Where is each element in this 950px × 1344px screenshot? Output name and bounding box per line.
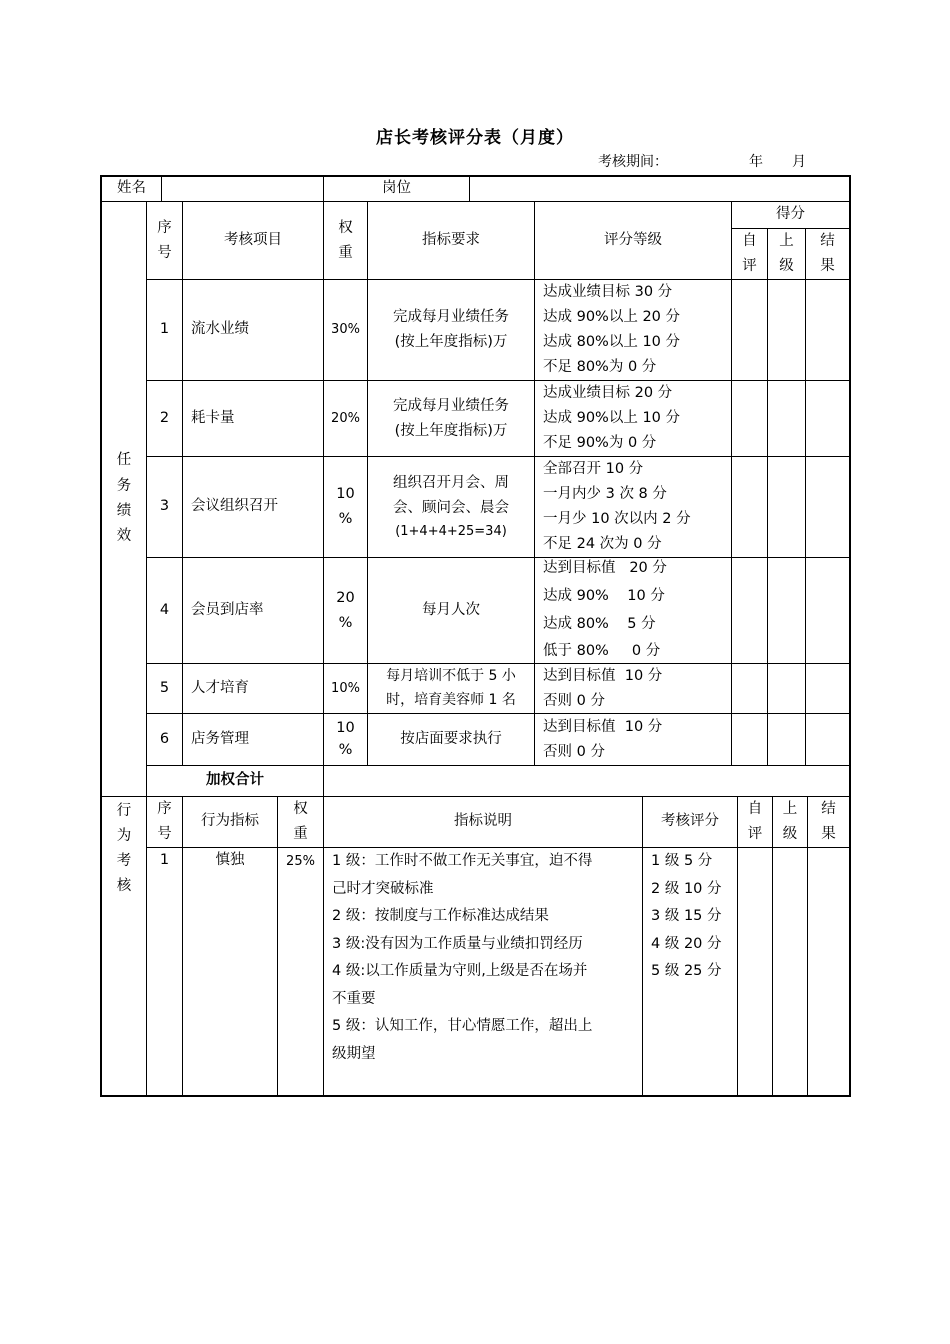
task-row-6-seq: 6 [159, 730, 170, 747]
task-row-1-item: 流水业绩 [191, 321, 249, 338]
task-row-3-weight: 10 % [336, 486, 355, 527]
behavior-result-cell[interactable] [808, 848, 849, 1095]
behavior-header-indicator: 行为指标 [201, 813, 259, 830]
task-row-5-seq: 5 [159, 679, 170, 696]
behavior-row-1-indicator: 慎独 [215, 852, 245, 868]
task-row-1-requirement: 完成每月业绩任务 (按上年度指标)万 [393, 309, 509, 350]
task-row-2-seq: 2 [159, 409, 170, 426]
task-row-4-item: 会员到店率 [191, 601, 264, 618]
task-row-5-grading: 达到目标值 10 分 否则 0 分 [543, 667, 663, 709]
task-row-6-weight: 10 % [336, 719, 355, 758]
task-row-3-seq: 3 [159, 498, 170, 515]
task-row-1-seq: 1 [159, 321, 170, 338]
score-self-cell[interactable] [732, 280, 767, 380]
task-row-1-weight: 30% [331, 322, 360, 338]
header-self: 自 评 [742, 233, 757, 274]
header-seq: 序 号 [157, 219, 172, 261]
header-grading: 评分等级 [604, 231, 662, 248]
period-month: 月 [792, 154, 806, 170]
behavior-row-1-description: 1 级：工作时不做工作无关事宜，迫不得 己时才突破标准 2 级：按制度与工作标准达成结果 3 级:没有因为工作质量与业绩扣罚经历 4 级:以工作质量为守则,上级是否在场并 不重要 5 级：认知工作，甘心情愿工作，超出上 级期望 [332, 853, 593, 1062]
behavior-row-1-rating: 1 级 5 分 2 级 10 分 3 级 15 分 4 级 20 分 5 级 25 分 [651, 853, 722, 980]
task-row-1-grading: 达成业绩目标 30 分 达成 90%以上 20 分 达成 80%以上 10 分 不足 80%为 0 分 [543, 284, 681, 375]
task-row-6-requirement: 按店面要求执行 [400, 731, 502, 748]
name-label: 姓名 [117, 179, 146, 196]
task-row-4-requirement: 每月人次 [422, 602, 480, 619]
task-row-3-item: 会议组织召开 [191, 498, 278, 515]
task-row-5-weight: 10% [331, 680, 360, 696]
behavior-header-seq: 序 号 [157, 801, 172, 842]
task-row-4-weight: 20 % [336, 589, 355, 631]
behavior-header-description: 指标说明 [454, 813, 512, 830]
behavior-row-1-weight: 25% [286, 854, 315, 869]
task-section-label: 任 务 绩 效 [116, 452, 132, 545]
score-superior-cell[interactable] [768, 280, 805, 380]
task-row-4-grading: 达到目标值 20 分 达成 90% 10 分 达成 80% 5 分 低于 80% 0 分 [543, 560, 667, 660]
task-row-6-grading: 达到目标值 10 分 否则 0 分 [543, 718, 663, 760]
name-field[interactable] [162, 176, 323, 201]
behavior-row-1-seq: 1 [159, 852, 170, 868]
behavior-header-rating: 考核评分 [661, 813, 719, 830]
task-row-5-requirement: 每月培训不低于 5 小 时，培育美容师 1 名 [386, 667, 516, 708]
behavior-header-result: 结 果 [821, 801, 836, 842]
behavior-header-self: 自 评 [747, 801, 763, 842]
task-row-4-seq: 4 [159, 601, 170, 618]
task-row-2-weight: 20% [331, 410, 360, 426]
header-score: 得分 [776, 206, 805, 223]
behavior-section-label: 行 为 考 核 [116, 803, 132, 894]
header-result: 结 果 [820, 233, 835, 274]
behavior-superior-cell[interactable] [773, 848, 807, 1095]
header-item: 考核项目 [224, 231, 282, 248]
weighted-total-value[interactable] [324, 766, 849, 796]
position-field[interactable] [470, 176, 849, 201]
position-label: 岗位 [382, 179, 411, 196]
behavior-self-cell[interactable] [738, 848, 772, 1095]
header-requirement: 指标要求 [422, 231, 480, 248]
page-title: 店长考核评分表（月度） [376, 128, 574, 148]
period-label: 考核期间： [598, 154, 668, 170]
task-row-2-grading: 达成业绩目标 20 分 达成 90%以上 10 分 不足 90%为 0 分 [543, 385, 681, 451]
weighted-total-label: 加权合计 [206, 772, 264, 789]
task-row-3-grading: 全部召开 10 分 一月内少 3 次 8 分 一月少 10 次以内 2 分 不足 24 次为 0 分 [543, 461, 691, 552]
task-row-5-item: 人才培育 [191, 679, 249, 696]
behavior-header-weight: 权 重 [293, 801, 308, 842]
score-result-cell[interactable] [806, 280, 849, 380]
header-weight: 权 重 [338, 219, 353, 261]
task-row-2-item: 耗卡量 [191, 409, 235, 426]
task-row-6-item: 店务管理 [191, 730, 249, 747]
task-row-3-requirement: 组织召开月会、周 会、顾问会、晨会 (1+4+4+25=34) [393, 475, 509, 539]
task-row-2-requirement: 完成每月业绩任务 (按上年度指标)万 [393, 397, 509, 439]
behavior-header-superior: 上 级 [782, 801, 798, 842]
header-superior: 上 级 [779, 233, 794, 274]
period-year: 年 [749, 154, 763, 170]
